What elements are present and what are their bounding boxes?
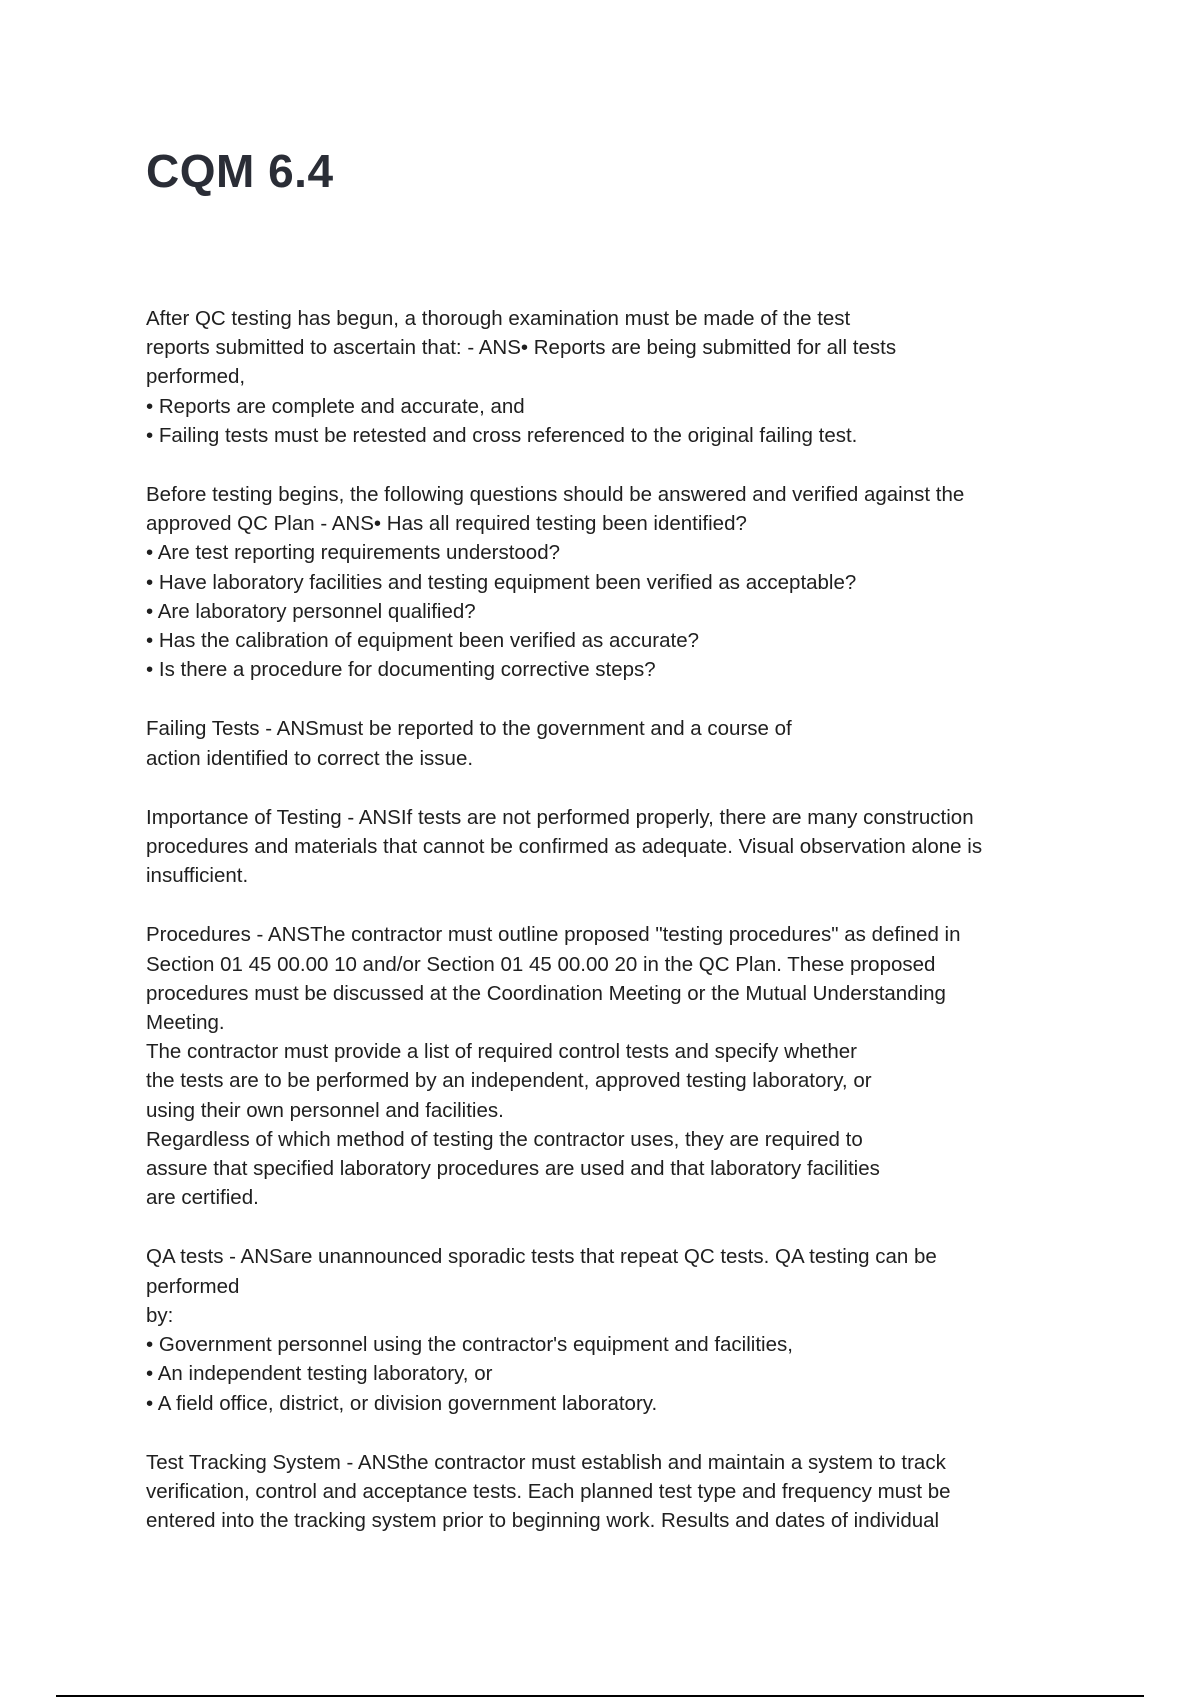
text-line: entered into the tracking system prior to beginning work. Results and dates of individual xyxy=(146,1509,940,1533)
text-line: • Are test reporting requirements understood? xyxy=(146,541,560,565)
text-line: Procedures - ANSThe contractor must outline proposed "testing procedures" as defined in xyxy=(146,923,961,947)
document-body xyxy=(146,304,1086,1565)
text-line: reports submitted to ascertain that: - ANS• Reports are being submitted for all tests xyxy=(146,336,897,360)
text-line: are certified. xyxy=(146,1186,259,1210)
text-line: using their own personnel and facilities. xyxy=(146,1098,504,1122)
text-line: • Has the calibration of equipment been verified as accurate? xyxy=(146,629,700,653)
qa-block-before-testing xyxy=(146,480,1086,684)
text-line: • Are laboratory personnel qualified? xyxy=(146,599,476,623)
text-line: Failing Tests - ANSmust be reported to the government and a course of xyxy=(146,717,792,741)
text-line: Before testing begins, the following questions should be answered and verified against the xyxy=(146,483,965,507)
text-line: assure that specified laboratory procedures are used and that laboratory facilities xyxy=(146,1157,880,1181)
text-line: approved QC Plan - ANS• Has all required testing been identified? xyxy=(146,512,747,536)
text-line: The contractor must provide a list of required control tests and specify whether xyxy=(146,1040,858,1064)
text-line: • Is there a procedure for documenting corrective steps? xyxy=(146,658,656,682)
qa-block-importance-of-testing xyxy=(146,803,1086,891)
qa-block-qc-testing-examination xyxy=(146,304,1086,450)
text-line: procedures must be discussed at the Coordination Meeting or the Mutual Understanding xyxy=(146,981,946,1005)
text-line: Section 01 45 00.00 10 and/or Section 01 45 00.00 20 in the QC Plan. These proposed xyxy=(146,952,936,976)
text-line: performed, xyxy=(146,365,246,389)
text-line: • A field office, district, or division government laboratory. xyxy=(146,1391,658,1415)
qa-block-qa-tests xyxy=(146,1242,1086,1417)
text-line: • Reports are complete and accurate, and xyxy=(146,394,525,418)
text-line: After QC testing has begun, a thorough examination must be made of the test xyxy=(146,307,851,330)
qa-block-failing-tests xyxy=(146,714,1086,772)
text-line: Regardless of which method of testing the contractor uses, they are required to xyxy=(146,1127,863,1151)
text-line: procedures and materials that cannot be confirmed as adequate. Visual observation alone is xyxy=(146,835,983,859)
text-line: • Government personnel using the contractor's equipment and facilities, xyxy=(146,1333,793,1357)
text-line: Meeting. xyxy=(146,1011,225,1035)
text-line: • An independent testing laboratory, or xyxy=(146,1362,493,1386)
page-bottom-divider xyxy=(56,1695,1144,1697)
document-title: CQM 6.4 xyxy=(146,145,334,197)
text-line: the tests are to be performed by an independent, approved testing laboratory, or xyxy=(146,1069,872,1093)
text-line: performed xyxy=(146,1274,240,1298)
text-line: verification, control and acceptance tests. Each planned test type and frequency must be xyxy=(146,1479,951,1503)
text-line: action identified to correct the issue. xyxy=(146,746,474,770)
qa-block-procedures xyxy=(146,920,1086,1212)
text-line: Test Tracking System - ANSthe contractor must establish and maintain a system to track xyxy=(146,1450,946,1474)
text-line: • Failing tests must be retested and cross referenced to the original failing test. xyxy=(146,423,858,447)
text-line: insufficient. xyxy=(146,864,249,888)
text-line: by: xyxy=(146,1303,174,1327)
text-line: • Have laboratory facilities and testing equipment been verified as acceptable? xyxy=(146,570,857,594)
text-line: QA tests - ANSare unannounced sporadic tests that repeat QC tests. QA testing can be xyxy=(146,1245,937,1269)
qa-block-test-tracking-system xyxy=(146,1448,1086,1536)
text-line: Importance of Testing - ANSIf tests are not performed properly, there are many construction xyxy=(146,805,974,829)
